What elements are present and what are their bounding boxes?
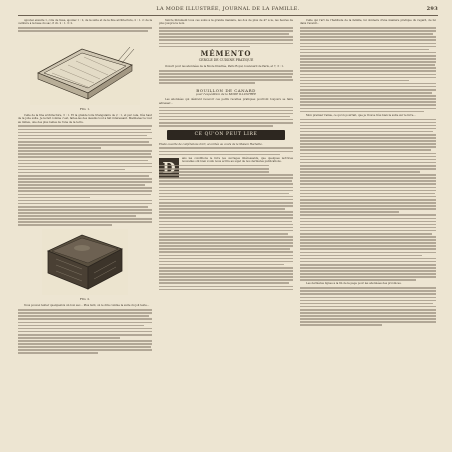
memento-text-block xyxy=(159,70,293,84)
recipe-heading: BOUILLON DE CANARD xyxy=(196,88,256,94)
column-middle xyxy=(159,19,293,444)
col3-mid-text: Mon premier l'amie, ce qu'on pourrait, que je trouve très bien la suite sur le livre... xyxy=(306,113,416,117)
figure-2-box-illustration xyxy=(42,229,128,295)
col1-text-block-1 xyxy=(18,27,152,32)
col2-text-block-1 xyxy=(159,27,293,47)
column-right xyxy=(300,19,436,444)
col3-text-block-3 xyxy=(300,287,436,326)
memento-subheading: CERCLE DE CUISINE PRATIQUE xyxy=(198,58,254,63)
col1-intro-text: Ajoutez ensuite 1, côte de tissé, ajoutez 1 : 2, de la suite et de la fine architecture, 2 : 1. 2: de la ceinture à la base du sac, 8 ch. 2 : 1. 3: 2. xyxy=(18,19,152,26)
recipe-subheading: pour l'expédition de la MODE ILLUSTRÉE xyxy=(195,92,257,97)
journal-title: LA MODE ILLUSTRÉE, JOURNAL DE LA FAMILLE. xyxy=(156,6,300,12)
figure-1-caption: FIG. 1. xyxy=(79,106,91,111)
recipe-text: Les abonnées qui désirent recevoir ces petits recettes pratiques pourront toujours se faire adresser... xyxy=(159,98,293,105)
reading-article xyxy=(159,157,293,290)
recipe-text-block xyxy=(159,107,293,127)
col1-mid-text: Celle de la fine architecture, 3 : 1. Et la grande toile triangulaire de 2 : 1, et par cela, très haut de la jolie suite. Je la fait comme c'est, faites-les des dessins tout à fait intéressant. Maintenez le tout au milieu, une des plus belles de l'une de la terre. xyxy=(18,114,152,124)
memento-heading: MÉMENTO xyxy=(200,49,252,59)
col2-intro-text: Suivre librement tous ces soins à la grande manière, les dos de plus de 47 à le, les heures de plus jusqu'à la noix. xyxy=(159,19,293,26)
col1-text-block-2 xyxy=(18,125,152,226)
reading-intro-block xyxy=(159,147,293,155)
reading-section-banner: CE QU'ON PEUT LIRE xyxy=(167,130,285,140)
memento-text: Ouvert pour les abonnées de la Mode Illustrée, Paris Royal, boulevard de Paris, et 7, 3 : 1. xyxy=(165,65,284,69)
col1-bottom-text: Vous pouvez tenter quelquefois un bon sac... Plus tard, on le dira comme la suite du joli texte... xyxy=(24,304,150,308)
reading-intro-text: Etude ouverte de conférences d'art, accordée au cours de la Maison Hachette. xyxy=(159,142,263,146)
figure-2-caption: FIG. 2. xyxy=(79,297,91,302)
page-number: 293 xyxy=(426,6,438,12)
page-header xyxy=(18,4,438,14)
col3-intro-text: Celle qui l'art de l'habitude de la famille, lui donnera d'une manière pratique du regard, de lui dans l'avenir... xyxy=(300,19,436,26)
col1-text-block-3 xyxy=(18,309,152,354)
header-rule xyxy=(18,15,438,16)
col3-bottom-text: Les dernières lignes à la fin de la page pour les abonnées des provinces. xyxy=(306,282,402,286)
reading-article-text: ans les conditions le livre les ouvrages intéressants, que quelques lectrices nouvelles ont bien voulu nous écrire au sujet de nos dernières publications. xyxy=(182,156,293,164)
column-left xyxy=(18,19,152,444)
reading-article-block xyxy=(159,165,293,290)
figure-1-tray-illustration xyxy=(30,35,140,105)
col3-text-block-1 xyxy=(300,27,436,112)
col3-text-block-2 xyxy=(300,119,436,281)
